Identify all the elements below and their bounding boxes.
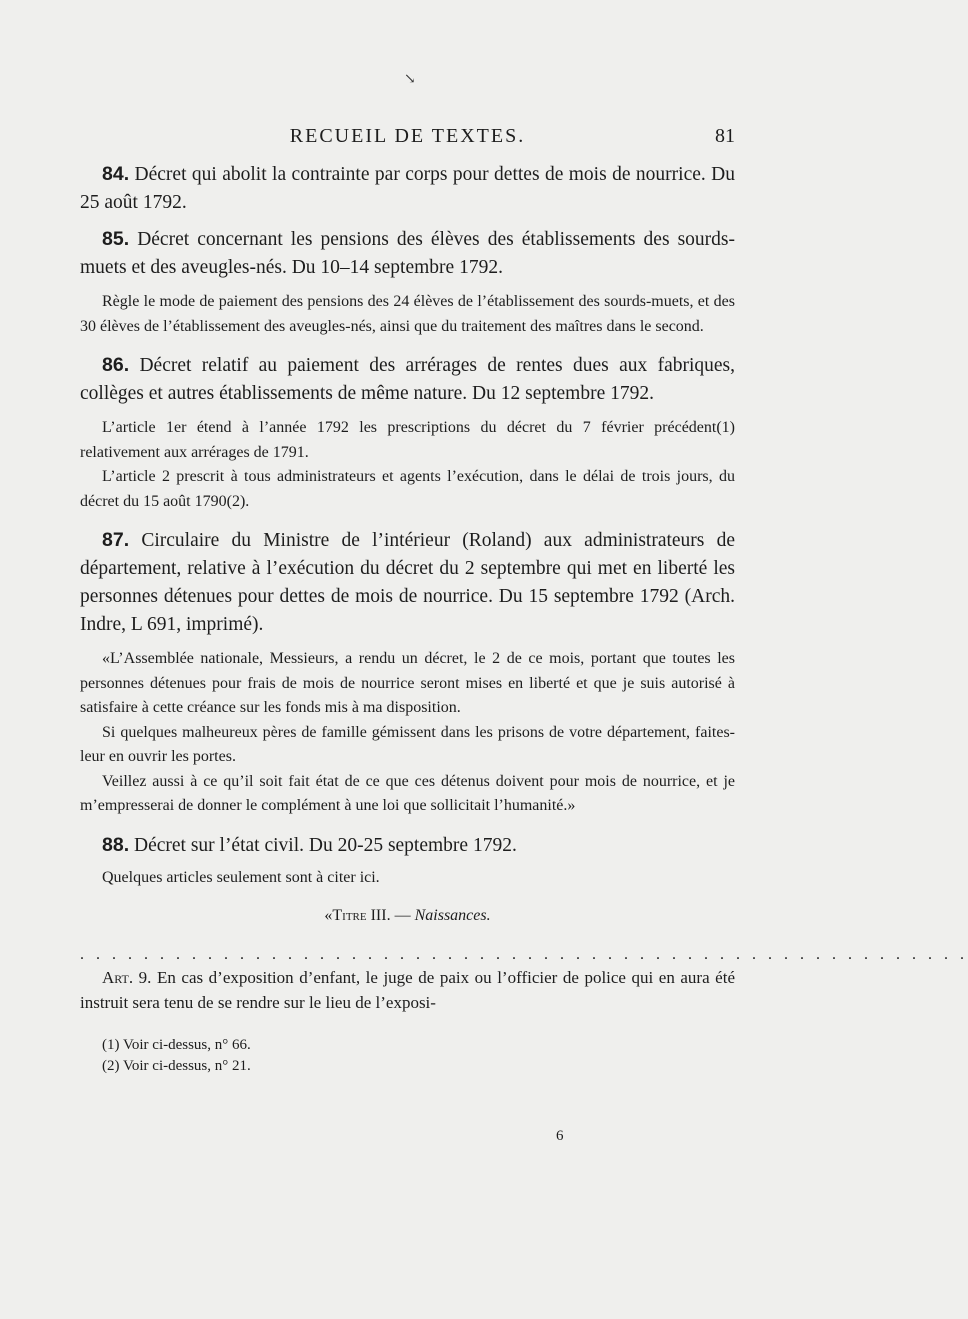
stray-mark: ↘: [404, 72, 416, 87]
running-title: RECUEIL DE TEXTES.: [289, 125, 526, 147]
entry-85: 85. Décret concernant les pensions des élèves des établissements des sourds-muets et des aveugles-nés. Du 10–14 septembre 1792.: [80, 228, 736, 278]
entry-86: 86. Décret relatif au paiement des arrérages de rentes dues aux fabriques, collèges et autres établissements de même nature. Du 12 septembre 1792.: [80, 354, 735, 404]
entry-87-quote-3: Veillez aussi à ce qu’il soit fait état de ce que ces détenus doivent pour mois de nourrice, et je m’empresserai de donner le complément à une loi que sollicitait l’humanité.»: [80, 772, 735, 814]
ellipsis-line: . . . . . . . . . . . . . . . . . . . . . . . . . . . . . . . . . . . . . . . . . . . . . . . . . . . . . . . .: [80, 946, 968, 963]
footnote-1: (1) Voir ci-dessus, n° 66.: [102, 1037, 251, 1053]
signature-mark: 6: [556, 1128, 564, 1144]
footnotes: [80, 1035, 735, 1077]
section-title: «Titre III. — Naissances.: [324, 907, 491, 924]
entry-88-note: Quelques articles seulement sont à citer ici.: [102, 868, 380, 886]
page-number: 81: [715, 125, 735, 147]
entry-87-quote-1: «L’Assemblée nationale, Messieurs, a rendu un décret, le 2 de ce mois, portant que toutes les personnes détenues pour frais de mois de nourrice seront mises en liberté et que je suis autorisé à satisfaire à cette créance sur les fonds mis à ma disposition.: [80, 650, 735, 716]
footnote-2: (2) Voir ci-dessus, n° 21.: [102, 1058, 251, 1074]
entry-86-note-1: L’article 1er étend à l’année 1792 les prescriptions du décret du 7 février précédent(1) relativement aux arrérages de 1791.: [80, 419, 735, 461]
entry-86-note-2: L’article 2 prescrit à tous administrateurs et agents l’exécution, dans le délai de trois jours, du décret du 15 août 1790(2).: [80, 468, 735, 510]
entry-88: 88. Décret sur l’état civil. Du 20-25 septembre 1792.: [102, 833, 517, 856]
article-9: Art. 9. En cas d’exposition d’enfant, le juge de paix ou l’officier de police qui en aura été instruit sera tenu de se rendre sur le lieu de l’exposi-: [80, 968, 735, 1012]
entry-85-note: Règle le mode de paiement des pensions des 24 élèves de l’établissement des sourds-muets, et des 30 élèves de l’établissement des aveugles-nés, ainsi que du traitement des maîtres dans le second.: [80, 293, 735, 335]
entry-84: 84. Décret qui abolit la contrainte par corps pour dettes de mois de nourrice. Du 25 août 1792.: [80, 163, 736, 213]
entry-87-quote-2: Si quelques malheureux pères de famille gémissent dans les prisons de votre département, faites-leur en ouvrir les portes.: [80, 723, 735, 765]
running-head: [80, 125, 735, 155]
text-body: [80, 160, 968, 1077]
entry-87: 87. Circulaire du Ministre de l’intérieur (Roland) aux administrateurs de département, relative à l’exécution du décret du 2 septembre qui met en liberté les personnes détenues pour dettes de mois de nourrice. Du 15 septembre 1792 (Arch. Indre, L 691, imprimé).: [80, 529, 735, 635]
